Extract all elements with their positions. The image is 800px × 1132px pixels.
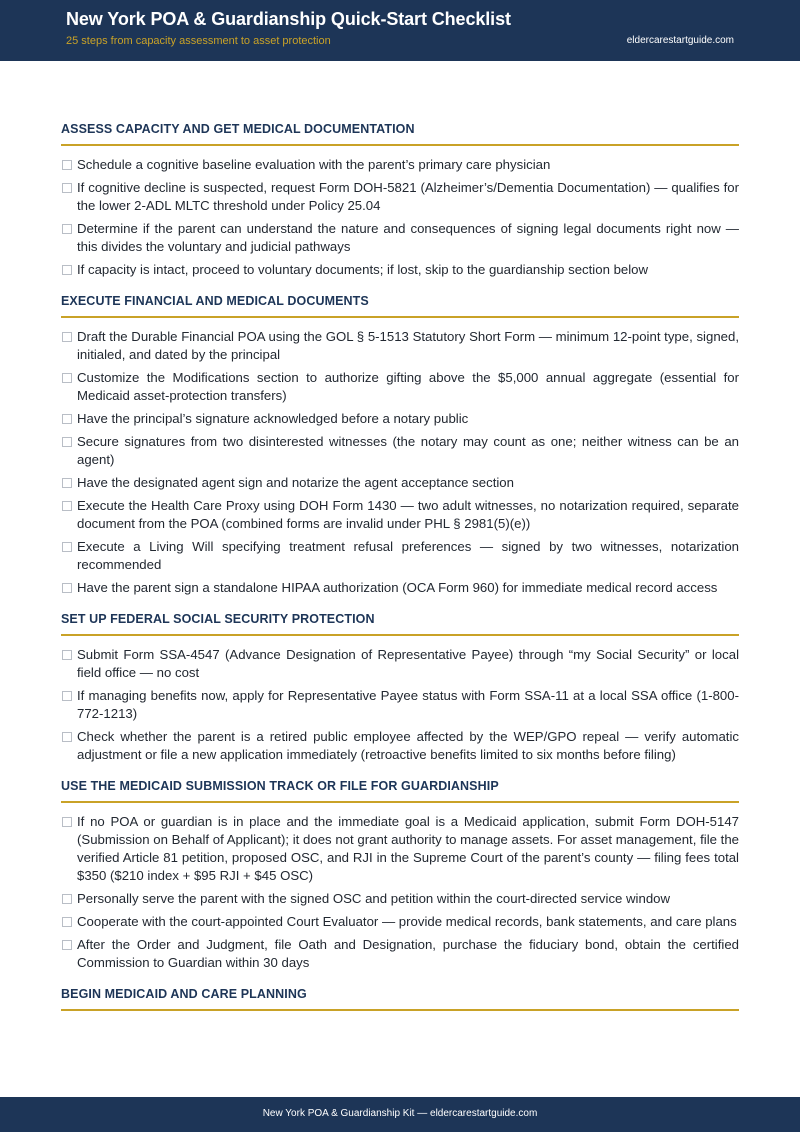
checklist-content bbox=[61, 117, 739, 1021]
checkbox-icon[interactable] bbox=[62, 373, 72, 383]
checklist-item-text: Have the parent sign a standalone HIPAA authorization (OCA Form 960) for immediate medical record access bbox=[77, 580, 718, 595]
section-divider bbox=[61, 634, 739, 636]
section-title: USE THE MEDICAID SUBMISSION TRACK OR FILE FOR GUARDIANSHIP bbox=[61, 779, 499, 793]
checklist-item-text: Personally serve the parent with the signed OSC and petition within the court-directed service window bbox=[77, 891, 671, 906]
checklist-items bbox=[61, 813, 739, 972]
checklist-item-text: Have the designated agent sign and notarize the agent acceptance section bbox=[77, 475, 514, 490]
checklist-item bbox=[61, 813, 739, 885]
checklist-items bbox=[61, 328, 739, 597]
checklist-item-text: Have the principal’s signature acknowledged before a notary public bbox=[77, 411, 469, 426]
checkbox-icon[interactable] bbox=[62, 691, 72, 701]
checkbox-icon[interactable] bbox=[62, 817, 72, 827]
checklist-item-text: Determine if the parent can understand the nature and consequences of signing legal documents right now — this divides the voluntary and judicial pathways bbox=[77, 221, 739, 254]
section-divider bbox=[61, 316, 739, 318]
checkbox-icon[interactable] bbox=[62, 414, 72, 424]
checkbox-icon[interactable] bbox=[62, 224, 72, 234]
checklist-section bbox=[61, 289, 739, 597]
checklist-item bbox=[61, 369, 739, 405]
checkbox-icon[interactable] bbox=[62, 478, 72, 488]
page-footer bbox=[0, 1097, 800, 1132]
checklist-item-text: After the Order and Judgment, file Oath and Designation, purchase the fiduciary bond, obtain the certified Commission to Guardian within 30 days bbox=[77, 937, 739, 970]
checklist-item-text: Cooperate with the court-appointed Court Evaluator — provide medical records, bank statements, and care plans bbox=[77, 914, 737, 929]
checklist-item-text: Secure signatures from two disinterested witnesses (the notary may count as one; neither witness can be an agent) bbox=[77, 434, 739, 467]
checklist-item-text: Submit Form SSA-4547 (Advance Designation of Representative Payee) through “my Social Security” or local field office — no cost bbox=[77, 647, 739, 680]
checklist-item-text: Check whether the parent is a retired public employee affected by the WEP/GPO repeal — verify automatic adjustment or file a new application immediately (retroactive benefits limited to six months before filing) bbox=[77, 729, 739, 762]
checklist-items bbox=[61, 646, 739, 764]
page-header bbox=[0, 0, 800, 61]
checklist-item-text: If capacity is intact, proceed to voluntary documents; if lost, skip to the guardianship section below bbox=[77, 262, 649, 277]
checkbox-icon[interactable] bbox=[62, 501, 72, 511]
checklist-item bbox=[61, 156, 739, 174]
checklist-item-text: If cognitive decline is suspected, request Form DOH-5821 (Alzheimer’s/Dementia Documentation) — qualifies for the lower 2-ADL MLTC threshold under Policy 25.04 bbox=[77, 180, 739, 213]
checklist-item-text: Schedule a cognitive baseline evaluation with the parent’s primary care physician bbox=[77, 157, 551, 172]
section-title: ASSESS CAPACITY AND GET MEDICAL DOCUMENTATION bbox=[61, 122, 415, 136]
section-divider bbox=[61, 801, 739, 803]
checklist-item-text: Execute the Health Care Proxy using DOH Form 1430 — two adult witnesses, no notarization required, separate document from the POA (combined forms are invalid under PHL § 2981(5)(e)) bbox=[77, 498, 739, 531]
checklist-item bbox=[61, 687, 739, 723]
checkbox-icon[interactable] bbox=[62, 332, 72, 342]
checklist-item bbox=[61, 936, 739, 972]
checkbox-icon[interactable] bbox=[62, 437, 72, 447]
checklist-items bbox=[61, 156, 739, 279]
site-url[interactable]: eldercarestartguide.com bbox=[626, 35, 734, 46]
checkbox-icon[interactable] bbox=[62, 894, 72, 904]
footer-text: New York POA & Guardianship Kit — eldercarestartguide.com bbox=[262, 1108, 538, 1119]
checkbox-icon[interactable] bbox=[62, 940, 72, 950]
checkbox-icon[interactable] bbox=[62, 183, 72, 193]
section-title: BEGIN MEDICAID AND CARE PLANNING bbox=[61, 987, 307, 1001]
checkbox-icon[interactable] bbox=[62, 650, 72, 660]
checkbox-icon[interactable] bbox=[62, 265, 72, 275]
checklist-item bbox=[61, 728, 739, 764]
checklist-section bbox=[61, 607, 739, 764]
section-title: EXECUTE FINANCIAL AND MEDICAL DOCUMENTS bbox=[61, 294, 369, 308]
checklist-item bbox=[61, 913, 739, 931]
checklist-item bbox=[61, 410, 739, 428]
checklist-item bbox=[61, 261, 739, 279]
checklist-item bbox=[61, 328, 739, 364]
section-title: SET UP FEDERAL SOCIAL SECURITY PROTECTION bbox=[61, 612, 375, 626]
checklist-item-text: Customize the Modifications section to authorize gifting above the $5,000 annual aggregate (essential for Medicaid asset-protection transfers) bbox=[77, 370, 739, 403]
checklist-item bbox=[61, 474, 739, 492]
checkbox-icon[interactable] bbox=[62, 732, 72, 742]
checkbox-icon[interactable] bbox=[62, 917, 72, 927]
section-divider bbox=[61, 144, 739, 146]
checklist-item-text: If no POA or guardian is in place and the immediate goal is a Medicaid application, submit Form DOH-5147 (Submission on Behalf of Applicant); it does not grant authority to manage assets. For asset management, file the verified Article 81 petition, proposed OSC, and RJI in the Supreme Court of the parent’s county — filing fees total $350 ($210 index + $95 RJI + $45 OSC) bbox=[77, 814, 739, 883]
checklist-item bbox=[61, 890, 739, 908]
checkbox-icon[interactable] bbox=[62, 583, 72, 593]
checklist-section bbox=[61, 774, 739, 972]
checklist-item bbox=[61, 433, 739, 469]
checklist-item bbox=[61, 579, 739, 597]
checkbox-icon[interactable] bbox=[62, 160, 72, 170]
checklist-item-text: Execute a Living Will specifying treatment refusal preferences — signed by two witnesses, notarization recommended bbox=[77, 539, 739, 572]
checklist-item-text: Draft the Durable Financial POA using the GOL § 5-1513 Statutory Short Form — minimum 12-point type, signed, initialed, and dated by the principal bbox=[77, 329, 739, 362]
checklist-item bbox=[61, 220, 739, 256]
checklist-section bbox=[61, 982, 739, 1011]
checklist-item bbox=[61, 646, 739, 682]
page-title: New York POA & Guardianship Quick-Start Checklist bbox=[66, 9, 511, 29]
section-divider bbox=[61, 1009, 739, 1011]
checklist-section bbox=[61, 117, 739, 279]
page-subtitle: 25 steps from capacity assessment to asset protection bbox=[66, 35, 331, 47]
checkbox-icon[interactable] bbox=[62, 542, 72, 552]
checklist-item bbox=[61, 497, 739, 533]
checklist-item bbox=[61, 179, 739, 215]
checklist-item-text: If managing benefits now, apply for Representative Payee status with Form SSA-11 at a local SSA office (1-800-772-1213) bbox=[77, 688, 739, 721]
checklist-item bbox=[61, 538, 739, 574]
